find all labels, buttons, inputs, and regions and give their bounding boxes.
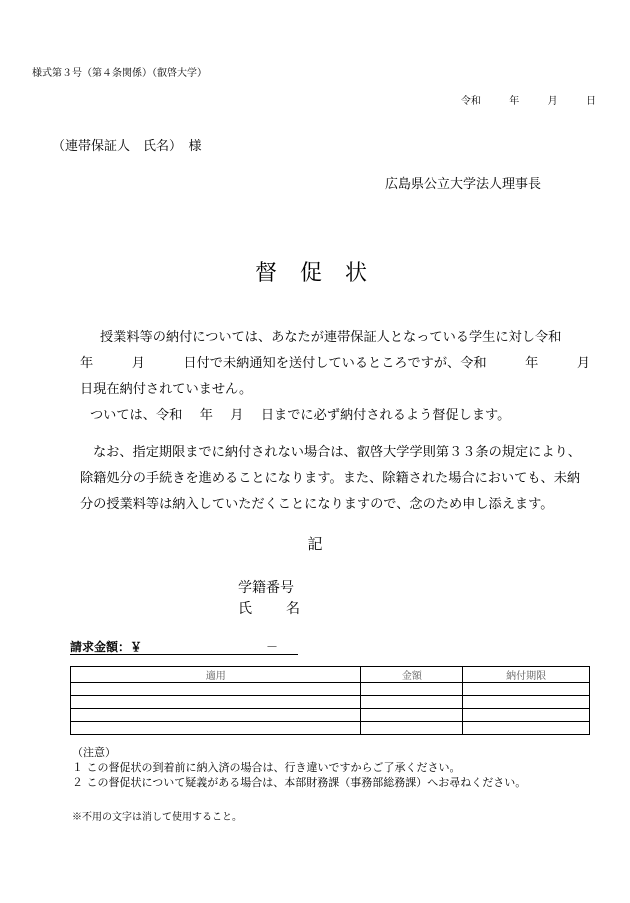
table-cell [463, 696, 590, 709]
amount-suffix: － [265, 640, 278, 654]
date-line [461, 92, 596, 107]
date-day: 日 [586, 96, 596, 107]
paragraph-line: 授業料等の納付については、あなたが連帯保証人となっている学生に対し令和 [100, 330, 562, 345]
table-cell [71, 709, 361, 722]
column-header: 金額 [361, 667, 463, 683]
addressee: （連帯保証人 氏名） 様 [52, 139, 202, 154]
date-era: 令和 [460, 96, 481, 107]
note-item: ２ この督促状について疑義がある場合は、本部財務課（事務部総務課）へお尋ねください。 [72, 776, 527, 789]
date-month: 月 [547, 96, 558, 107]
paragraph-warning [80, 440, 590, 518]
note-item: １ この督促状の到着前に納入済の場合は、行き違いですからご了承ください。 [72, 761, 461, 774]
column-header: 納付期限 [463, 667, 590, 683]
table-cell [71, 683, 361, 696]
table-cell [361, 722, 463, 735]
form-number: 様式第３号（第４条関係）（叡啓大学） [32, 68, 207, 79]
table-cell [361, 696, 463, 709]
paragraph-line: 分の授業料等は納入していただくことになりますので、念のため申し添えます。 [80, 497, 554, 512]
paragraph-line: 日現在納付されていません。 [80, 382, 253, 397]
page-title: 督 促 状 [255, 261, 375, 286]
table-row [71, 709, 590, 722]
paragraph-line: ついては、令和 年 月 日までに必ず納付されるよう督促します。 [90, 408, 511, 423]
paragraph-line: なお、指定期限までに納付されない場合は、叡啓大学学則第３３条の規定により、 [93, 445, 581, 460]
table-cell [361, 683, 463, 696]
table-cell [71, 722, 361, 735]
amount-label: 請求金額：￥ [70, 640, 143, 654]
table-cell [463, 683, 590, 696]
sender: 広島県公立大学法人理事長 [385, 177, 542, 192]
column-header: 適用 [71, 667, 361, 683]
paragraph-line: 年 月 日付で未納通知を送付しているところですが、令和 年 月 [80, 356, 590, 371]
fee-table [70, 666, 590, 735]
table-cell [463, 722, 590, 735]
footer-note: ※不用の文字は消して使用すること。 [72, 812, 242, 823]
amount-line [70, 638, 298, 655]
table-cell [463, 709, 590, 722]
table-row [71, 722, 590, 735]
table-row [71, 683, 590, 696]
notes-heading: （注意） [72, 746, 116, 759]
ki-heading: 記 [307, 535, 323, 553]
paragraph-notice [80, 325, 590, 429]
table-row [71, 696, 590, 709]
table-cell [71, 696, 361, 709]
notes [72, 745, 526, 790]
student-name-label: 氏 名 [238, 601, 302, 617]
student-id-label: 学籍番号 [238, 580, 294, 596]
paragraph-line: 除籍処分の手続きを進めることになります。また、除籍された場合においても、未納 [80, 471, 581, 486]
table-cell [361, 709, 463, 722]
date-year: 年 [509, 96, 520, 107]
table-header-row [71, 667, 590, 683]
